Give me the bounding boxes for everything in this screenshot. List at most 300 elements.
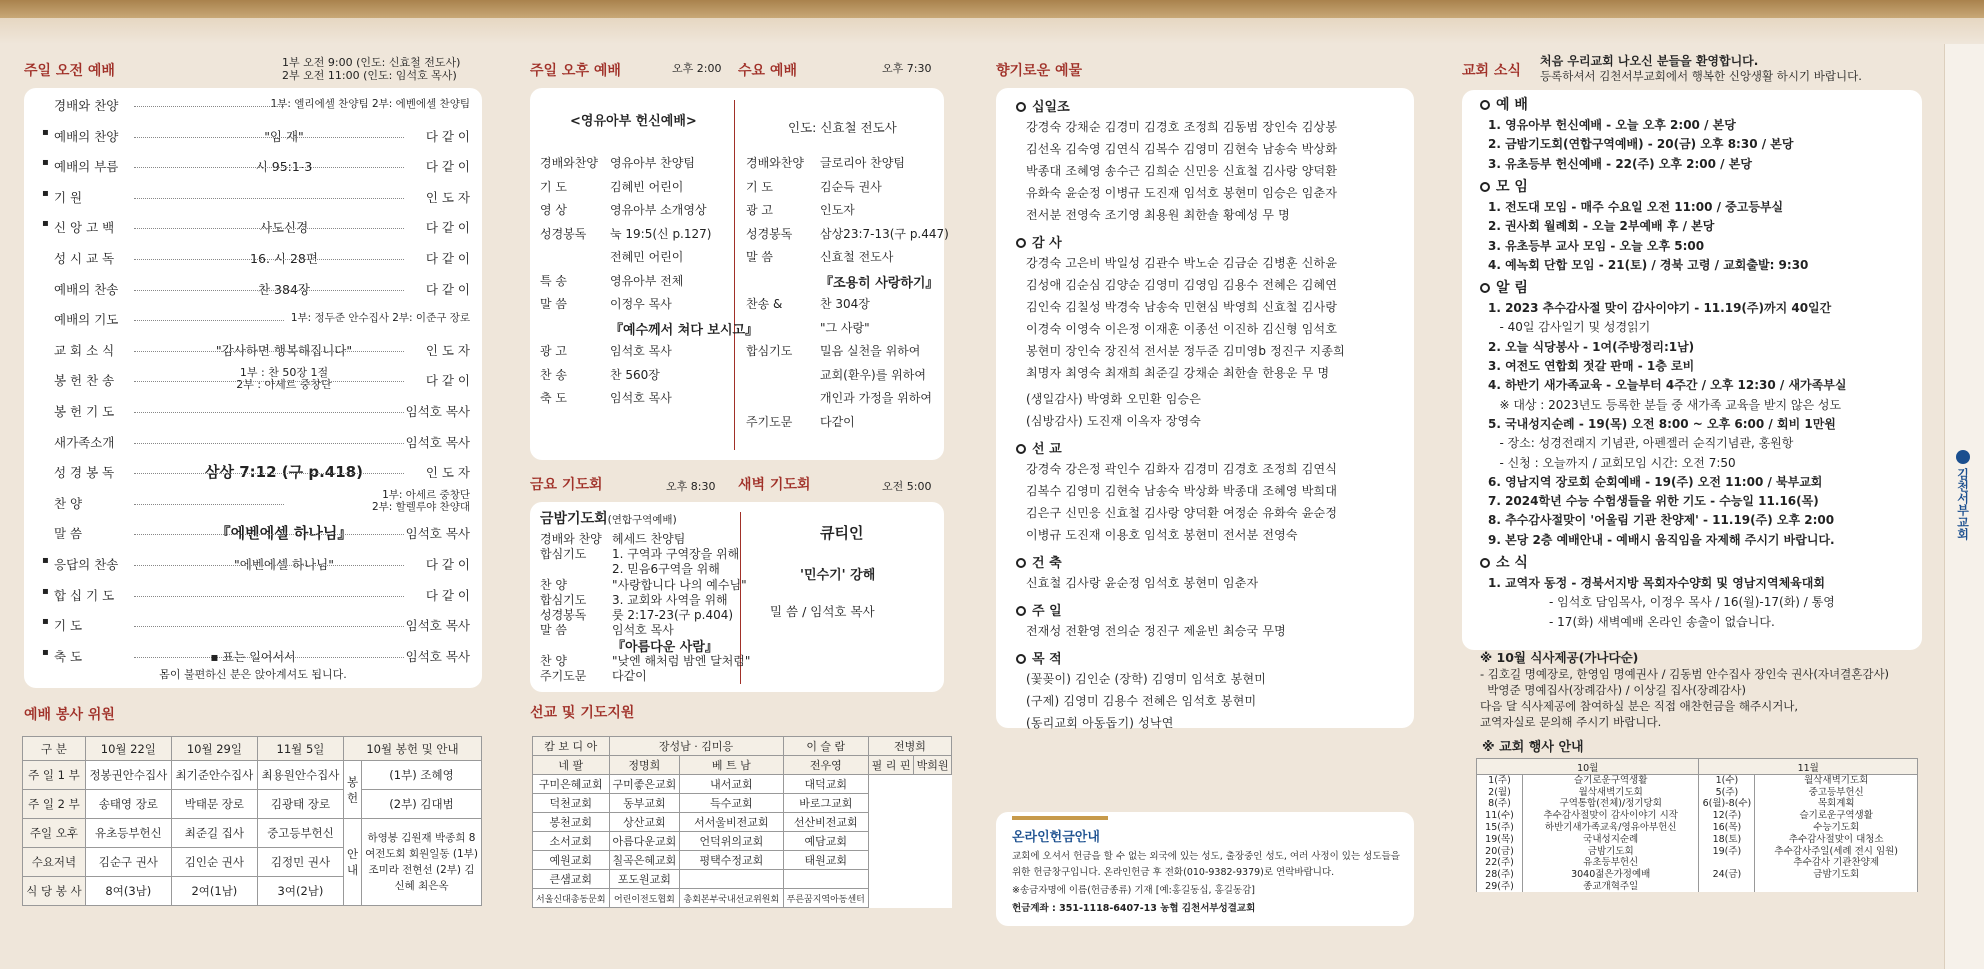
- order-detail: "감사하면 행복해집니다": [215, 342, 353, 358]
- news-item: 6. 영남지역 장로회 순회예배 - 19(주) 오전 11:00 / 북부교회: [1488, 474, 1823, 489]
- offering-names-line: 강경숙 강은정 곽인수 김화자 김경미 김경호 조정희 김연식: [1026, 462, 1338, 476]
- mission-cell: 동부교회: [609, 794, 680, 813]
- line-value: 교회(환우)를 위하여: [820, 367, 926, 382]
- staff-cell: 3여(2남): [257, 877, 343, 906]
- mission-cell: 총회본부국내선교위원회: [680, 889, 783, 908]
- online-accent-bar: [1012, 816, 1108, 820]
- line-label: 성경봉독: [746, 226, 793, 241]
- staff-header-cell: 구 분: [23, 737, 86, 761]
- news-item: 1. 전도대 모임 - 매주 수요일 오전 11:00 / 중고등부실: [1488, 199, 1784, 214]
- order-row: [24, 616, 482, 636]
- order-leader: 1부: 정두준 안수집사 2부: 이준구 장로: [290, 312, 470, 325]
- order-row: [24, 433, 482, 453]
- staff-cell: 송태영 장로: [85, 790, 171, 819]
- order-row: [24, 341, 482, 361]
- dotted-leader: [134, 381, 404, 382]
- staff-cell: 정봉권안수집사: [85, 761, 171, 790]
- order-row: [24, 218, 482, 238]
- order-leader: 1부: 아세르 중창단 2부: 할렐루야 찬양대: [371, 488, 470, 513]
- line-value: 영유아부 전체: [610, 273, 684, 288]
- bonghun-2: (2부) 김대범: [362, 790, 482, 819]
- event-name: 금밤기도회: [1523, 845, 1699, 857]
- order-leader: 다 같 이: [425, 128, 470, 144]
- bullet-circle-icon: [1016, 238, 1026, 248]
- order-label: ▪ 예배의 찬양: [54, 127, 118, 145]
- event-date: 12(주): [1699, 810, 1755, 822]
- order-row: [24, 402, 482, 422]
- line-value: 이정우 목사: [610, 297, 672, 311]
- line-value: 『조용히 사랑하기』: [820, 275, 939, 291]
- event-name: 월삭새벽기도회: [1755, 775, 1918, 787]
- news-title: 교회 소식: [1462, 63, 1521, 79]
- news-item: 5. 국내성지순례 - 19(목) 오전 8:00 ~ 오후 6:00 / 회비 1만원: [1488, 416, 1836, 431]
- line-label: 합심기도: [540, 592, 587, 607]
- order-row: [24, 366, 482, 392]
- news-item: 1. 2023 추수감사절 맞이 감사이야기 - 11.19(주)까지 40일간: [1488, 301, 1832, 316]
- events-title: ※ 교회 행사 안내: [1482, 740, 1584, 755]
- dotted-leader: [134, 504, 284, 505]
- staff-row: [23, 819, 482, 848]
- offering-names-line: (구제) 김영미 김용수 전혜은 임석호 봉현미: [1026, 694, 1257, 708]
- order-leader: 인 도 자: [425, 342, 470, 358]
- staff-cell: 최기준안수집사: [171, 761, 257, 790]
- offering-names-line: 이경숙 이영숙 이은정 이재훈 이종선 이진하 김신형 임석호: [1026, 322, 1338, 336]
- line-label: 광 고: [540, 344, 567, 358]
- online-line2: 위한 헌금창구입니다. 온라인헌금 후 전화(010-9382-9379)로 연락바랍니다.: [1012, 867, 1335, 878]
- order-detail: "에벤에셀 하나님": [234, 557, 334, 572]
- mission-cell: 예담교회: [783, 832, 868, 851]
- wednesday-time: 오후 7:30: [882, 62, 932, 75]
- event-row: [1477, 869, 1918, 881]
- order-leader: 1부: 엘리에셀 찬양팀 2부: 에벤에셀 찬양팀: [270, 98, 470, 110]
- event-date: 29(주): [1477, 881, 1523, 893]
- order-detail: 삼상 7:12 (구 p.418): [205, 463, 363, 482]
- mission-cell: 언덕위의교회: [680, 832, 783, 851]
- line-value: 삼상23:7-13(구 p.447): [820, 226, 949, 241]
- friday-time: 오후 8:30: [666, 480, 716, 493]
- line-value: 밀음 실천을 위하여: [820, 344, 921, 358]
- event-date: 24(금): [1699, 869, 1755, 881]
- panel-divider: [734, 100, 735, 450]
- order-label: 봉 헌 기 도: [54, 404, 115, 419]
- mission-row: [533, 813, 952, 832]
- staff-header-cell: 10월 29일: [171, 737, 257, 761]
- event-name: 추수감사절맞이 대청소: [1755, 833, 1918, 845]
- line-label: 특 송: [540, 273, 567, 288]
- line-label: 성경봉독: [540, 608, 587, 622]
- line-value: 3. 교회와 사역을 위해: [612, 592, 728, 607]
- line-label: 말 씀: [540, 297, 567, 311]
- top-decor-band: [0, 0, 1984, 18]
- order-label: ▪ 예배의 부름: [54, 157, 118, 175]
- dotted-leader: [134, 137, 404, 138]
- news-item: - 신청 : 오늘까지 / 교회모임 시간: 오전 7:50: [1488, 455, 1736, 470]
- mission-cell: 봉천교회: [533, 813, 610, 832]
- dotted-leader: [134, 351, 404, 352]
- line-value: 1. 구역과 구역장을 위해: [612, 547, 740, 562]
- line-value: "그 사랑": [820, 320, 870, 335]
- news-item: 2. 오늘 식당봉사 - 1여(주방정리:1남): [1488, 339, 1695, 354]
- offering-section-title: 목 적: [1016, 648, 1062, 667]
- afternoon-subtitle: <영유아부 헌신예배>: [570, 114, 697, 129]
- morning-panel: [24, 88, 482, 688]
- order-leader: 다 같 이: [425, 159, 470, 175]
- order-row: [24, 524, 482, 544]
- bullet-circle-icon: [1016, 102, 1026, 112]
- mission-row: [533, 870, 952, 889]
- morning-time1: 1부 오전 9:00 (인도: 신효철 전도사): [282, 56, 461, 69]
- bullet-circle-icon: [1016, 558, 1026, 568]
- staff-cell: 수요저녁: [23, 848, 86, 877]
- mission-row: [533, 737, 952, 756]
- mission-cell: 포도원교회: [609, 870, 680, 889]
- month-oct-header: 10월: [1477, 759, 1699, 775]
- event-date: 19(목): [1477, 833, 1523, 845]
- line-label: 광 고: [746, 203, 773, 217]
- staff-header-cell: 10월 22일: [85, 737, 171, 761]
- news-item: 7. 2024학년 수능 수험생들을 위한 기도 - 수능일 11.16(목): [1488, 494, 1819, 509]
- event-row: [1477, 798, 1918, 810]
- staff-cell: 8여(3남): [85, 877, 171, 906]
- mission-cell: 바로그교회: [783, 794, 868, 813]
- news-item: - 17(화) 새벽예배 온라인 송출이 없습니다.: [1488, 614, 1775, 629]
- mission-cell: 칠곡은혜교회: [609, 851, 680, 870]
- event-name: 슬기로운구역생활: [1755, 810, 1918, 822]
- order-label: 봉 헌 찬 송: [54, 373, 115, 389]
- line-value: 2. 믿음6구역을 위해: [612, 562, 720, 577]
- event-date: 6(월)-8(수): [1699, 798, 1755, 810]
- mission-cell: 구미은혜교회: [533, 775, 610, 794]
- meal-line: 교역자실로 문의해 주시기 바랍니다.: [1480, 715, 1662, 729]
- news-item: 4. 예녹회 단합 모임 - 21(토) / 경북 고령 / 교회출발: 9:30: [1488, 257, 1809, 272]
- event-date: 5(주): [1699, 786, 1755, 798]
- line-value: 『예수께서 쳐다 보시고』: [610, 322, 759, 338]
- bonghun-1: (1부) 조혜영: [362, 761, 482, 790]
- order-leader: 인 도 자: [425, 465, 470, 481]
- mission-cell: [680, 870, 783, 889]
- event-row: [1477, 810, 1918, 822]
- staff-cell: 김순구 권사: [85, 848, 171, 877]
- order-row: [24, 586, 482, 606]
- bullet-circle-icon: [1480, 182, 1490, 192]
- friday-heading-sub: (연합구역예배): [607, 514, 677, 526]
- mission-cell: 박희원: [914, 756, 952, 775]
- dotted-leader: [134, 106, 284, 107]
- mission-cell: 대덕교회: [783, 775, 868, 794]
- offering-section-title: 십일조: [1016, 96, 1070, 115]
- dawn-heading: 큐티인: [820, 524, 864, 542]
- mission-cell: 전우영: [783, 756, 868, 775]
- news-item: 8. 추수감사절맞이 '어울림 기관 찬양제' - 11.19(주) 오후 2:00: [1488, 513, 1835, 528]
- mission-cell: 구미좋은교회: [609, 775, 680, 794]
- line-value: 김순득 권사: [820, 179, 882, 194]
- event-date: 2(월): [1477, 786, 1523, 798]
- event-name: 하반기새가족교육/영유아부헌신: [1523, 822, 1699, 834]
- news-panel: [1462, 90, 1922, 650]
- dotted-leader: [134, 443, 404, 444]
- event-date: 19(주): [1699, 845, 1755, 857]
- line-label: 찬 송: [540, 367, 567, 382]
- mission-cell: 예원교회: [533, 851, 610, 870]
- line-value: 영유아부 소개영상: [610, 203, 707, 217]
- event-date: [1699, 857, 1755, 869]
- mission-cell: 소서교회: [533, 832, 610, 851]
- staff-cell: 유초등부헌신: [85, 819, 171, 848]
- offering-names-line: (심방감사) 도진재 이옥자 장영숙: [1026, 414, 1202, 428]
- staff-row: [23, 761, 482, 790]
- event-date: 22(주): [1477, 857, 1523, 869]
- staff-cell: 2여(1남): [171, 877, 257, 906]
- event-date: 28(주): [1477, 869, 1523, 881]
- mission-cell: 이 슬 람: [783, 737, 868, 756]
- offerings-panel: [996, 88, 1414, 728]
- annae-label: 안내: [344, 819, 362, 906]
- order-label: ▪ 기 도: [54, 616, 82, 634]
- events-header-row: [1477, 759, 1918, 775]
- event-name: 종교개혁주일: [1523, 881, 1699, 893]
- order-label: 예배의 기도: [54, 312, 119, 328]
- events-grid: [1476, 758, 1918, 892]
- welcome-line1: 처음 우리교회 나오신 분들을 환영합니다.: [1540, 54, 1759, 68]
- line-value: 『아름다운 사람』: [612, 640, 718, 656]
- line-label: 찬 양: [540, 653, 567, 668]
- mission-row: [533, 832, 952, 851]
- news-item: 4. 하반기 새가족교육 - 오늘부터 4주간 / 오후 12:30 / 새가족부실: [1488, 378, 1847, 393]
- friday-heading: 금밤기도회: [540, 511, 608, 527]
- dotted-leader: [134, 167, 404, 168]
- offering-names-line: 김은구 신민응 신효철 김사랑 양덕환 여정순 유화숙 윤순정: [1026, 506, 1338, 520]
- line-label: 말 씀: [746, 250, 773, 264]
- line-value: "낮엔 해처럼 밤엔 달처럼": [612, 653, 751, 668]
- dawn-speaker: 밀 씀 / 임석호 목사: [770, 604, 875, 619]
- news-group-title: 모 임: [1480, 176, 1528, 196]
- afternoon-time: 오후 2:00: [672, 62, 722, 75]
- offering-names-line: 이병규 도진재 이용호 임석호 봉현미 전서분 전영숙: [1026, 528, 1298, 542]
- mission-cell: 내서교회: [680, 775, 783, 794]
- mission-cell: 베 트 남: [680, 756, 783, 775]
- dotted-leader: [134, 565, 404, 566]
- line-label: 합심기도: [746, 344, 793, 358]
- order-label: 경배와 찬양: [54, 98, 119, 113]
- dotted-leader: [134, 626, 404, 627]
- line-label: 경배와찬양: [746, 156, 804, 170]
- staff-row: [23, 790, 482, 819]
- staff-header-row: [23, 737, 482, 761]
- order-detail: 『에벤에셀 하나님』: [215, 524, 353, 543]
- offering-section-title: 선 교: [1016, 438, 1062, 457]
- order-detail: 시 95:1-3: [255, 159, 313, 175]
- order-row: [24, 188, 482, 208]
- line-value: "사랑합니다 나의 예수님": [612, 577, 747, 592]
- event-name: 중고등부헌신: [1755, 786, 1918, 798]
- event-row: [1477, 845, 1918, 857]
- line-value: 다같이: [612, 668, 647, 683]
- order-row: [24, 488, 482, 514]
- dotted-leader: [134, 534, 404, 535]
- order-label: 성 경 봉 독: [54, 465, 115, 481]
- event-date: 11(수): [1477, 810, 1523, 822]
- line-label: 영 상: [540, 203, 567, 217]
- dawn-title: 새벽 기도회: [738, 477, 811, 493]
- month-nov-header: 11월: [1699, 759, 1918, 775]
- staff-cell: 주일 오후: [23, 819, 86, 848]
- order-row: [24, 463, 482, 483]
- mission-cell: 장성남 · 김미응: [609, 737, 783, 756]
- offering-section-title: 건 축: [1016, 552, 1062, 571]
- mission-cell: 서서울비전교회: [680, 813, 783, 832]
- mission-row: [533, 775, 952, 794]
- mission-cell: 캄 보 디 아: [533, 737, 610, 756]
- order-leader: 인 도 자: [425, 189, 470, 205]
- order-leader: 임석호 목사: [405, 404, 470, 419]
- line-value: 개인과 가정을 위하여: [820, 391, 932, 405]
- offering-names-line: 박종대 조혜영 송수근 김희순 신민응 신효철 김사랑 양덕환: [1026, 164, 1338, 178]
- staff-cell: 주 일 1 부: [23, 761, 86, 790]
- line-value: 인도자: [820, 203, 855, 217]
- offering-names-line: 김성애 김순심 김양순 김영미 김영임 김용수 전혜은 김혜연: [1026, 278, 1338, 292]
- line-label: 주기도문: [746, 414, 793, 429]
- staff-title: 예배 봉사 위원: [24, 707, 115, 723]
- news-group-title: 알 림: [1480, 277, 1528, 297]
- event-date: 15(주): [1477, 822, 1523, 834]
- offering-names-line: 유화숙 윤순정 이병규 도진재 임석호 봉현미 임승은 임춘자: [1026, 186, 1338, 200]
- dotted-leader: [134, 320, 284, 321]
- line-value: 신효철 전도사: [820, 250, 894, 264]
- order-leader: 임석호 목사: [405, 526, 470, 542]
- order-label: ▪ 신 앙 고 백: [54, 218, 114, 236]
- order-label: 찬 양: [54, 495, 83, 511]
- bullet-circle-icon: [1016, 654, 1026, 664]
- bullet-circle-icon: [1016, 606, 1026, 616]
- church-logo: 김천서부교회: [1948, 430, 1978, 560]
- morning-time2: 2부 오전 11:00 (인도: 임석호 목사): [282, 69, 457, 82]
- meal-title: ※ 10월 식사제공(가나다순): [1480, 650, 1639, 665]
- mission-cell: 서울신대총동문회: [533, 889, 610, 908]
- offering-names-line: 강경숙 고은비 박일성 김관수 박노순 김금순 김병훈 신하윤: [1026, 256, 1338, 270]
- online-title: 온라인헌금안내: [1012, 830, 1100, 845]
- mission-cell: 푸른꿈지역아동센터: [783, 889, 868, 908]
- event-row: [1477, 786, 1918, 798]
- order-leader: 임석호 목사: [405, 434, 470, 450]
- news-item: 1. 교역자 동정 - 경북서지방 목회자수양회 및 영남지역체육대회: [1488, 576, 1825, 590]
- dawn-text: '민수기' 강해: [800, 568, 876, 583]
- line-value: 임석호 목사: [610, 391, 672, 405]
- logo-mark-icon: [1956, 450, 1970, 464]
- event-date: 16(목): [1699, 822, 1755, 834]
- order-leader: 다 같 이: [425, 251, 470, 266]
- offering-names-line: 김인숙 김칠성 박경숙 남송숙 민현심 박영희 신효철 김사랑: [1026, 300, 1338, 314]
- bullet-circle-icon: [1016, 444, 1026, 454]
- line-label: 기 도: [746, 179, 773, 194]
- meal-line: - 김호길 명예장로, 한영임 명예권사 / 김동범 안수집사 장인숙 권사(자녀결혼감사): [1480, 667, 1890, 681]
- offering-names-line: 김복수 김영미 김현숙 남송숙 박상화 박종대 조혜영 박희대: [1026, 484, 1338, 498]
- order-label: 말 씀: [54, 526, 83, 542]
- order-detail: "임 재": [264, 128, 304, 144]
- welcome-line2: 등록하셔서 김천서부교회에서 행복한 신앙생활 하시기 바랍니다.: [1540, 69, 1862, 83]
- order-label: ▪ 기 원: [54, 188, 82, 206]
- line-value: 글로리아 찬양팀: [820, 156, 905, 170]
- wednesday-title: 수요 예배: [738, 63, 797, 79]
- news-item: 3. 여전도 연합회 젓갈 판매 - 1층 로비: [1488, 359, 1695, 373]
- afternoon-title: 주일 오후 예배: [530, 63, 621, 79]
- mission-cell: 덕천교회: [533, 794, 610, 813]
- news-item: - 임석호 담임목사, 이정우 목사 / 16(월)-17(화) / 통영: [1488, 595, 1835, 610]
- order-label: ▪ 합 십 기 도: [54, 586, 114, 604]
- online-line4: 헌금계좌 : 351-1118-6407-13 농협 김천서부성결교회: [1012, 903, 1256, 914]
- wednesday-leader: 인도: 신효철 전도사: [788, 120, 897, 135]
- dotted-leader: [134, 228, 404, 229]
- staff-cell: 김광태 장로: [257, 790, 343, 819]
- staff-cell: 김정민 권사: [257, 848, 343, 877]
- staff-cell: 주 일 2 부: [23, 790, 86, 819]
- news-group-title: 소 식: [1480, 552, 1528, 572]
- line-label: 찬송 &: [746, 297, 783, 311]
- order-label: 새가족소개: [54, 434, 115, 450]
- staff-header-cell: 11월 5일: [257, 737, 343, 761]
- offerings-title: 향기로운 예물: [996, 63, 1083, 79]
- order-leader: 다 같 이: [425, 220, 470, 236]
- mission-cell: 선산비전교회: [783, 813, 868, 832]
- dotted-leader: [134, 290, 404, 291]
- event-name: 월삭새벽기도회: [1523, 786, 1699, 798]
- staff-cell: 식 당 봉 사: [23, 877, 86, 906]
- line-value: 영유아부 찬양팀: [610, 156, 695, 170]
- event-name: 금밤기도회: [1755, 869, 1918, 881]
- event-date: 18(토): [1699, 833, 1755, 845]
- mission-row: [533, 756, 952, 775]
- mission-cell: 평택수정교회: [680, 851, 783, 870]
- event-name: 추수감사주일(세례 전시 임원): [1755, 845, 1918, 857]
- mission-cell: 어린이전도협회: [609, 889, 680, 908]
- order-label: 교 회 소 식: [54, 342, 115, 358]
- order-detail: 1부 : 찬 50장 1절 2부 : 아세르 중창단: [236, 366, 332, 392]
- offering-names-line: (생일감사) 박영화 오민환 임승은: [1026, 392, 1202, 406]
- event-name: 추수감사절맞이 감사이야기 시작: [1523, 810, 1699, 822]
- order-leader: 임석호 목사: [405, 648, 470, 664]
- annae-text: 하영봉 김원재 박종희 8여전도회 회원일동 (1부) 조미라 전현선 (2부) 김신혜 최은옥: [362, 819, 482, 906]
- line-label: 성경봉독: [540, 226, 587, 241]
- offering-names-line: 강경숙 강채순 김경미 김경호 조정희 김동범 장인숙 김상봉: [1026, 120, 1338, 134]
- event-date: 1(수): [1699, 775, 1755, 787]
- event-name: 국내성지순례: [1523, 833, 1699, 845]
- offering-names-line: (동리교회 아동돕기) 성낙연: [1026, 716, 1174, 730]
- order-row: [24, 157, 482, 177]
- mission-cell: 전병희: [869, 737, 952, 756]
- line-label: 경배와찬양: [540, 156, 598, 170]
- mission-cell: 큰샘교회: [533, 870, 610, 889]
- offering-names-line: 전재성 전환영 전의순 정진구 제윤빈 최승국 무명: [1026, 624, 1286, 638]
- staff-cell: 최용원안수집사: [257, 761, 343, 790]
- meal-line: 다음 달 식사제공에 참여하실 분은 직접 애찬헌금을 해주시거나,: [1480, 699, 1799, 713]
- event-name: 구역통합(전체)/정기당회: [1523, 798, 1699, 810]
- dotted-leader: [134, 198, 404, 199]
- event-empty: [1699, 881, 1755, 893]
- line-value: 찬 304장: [820, 297, 870, 311]
- dotted-leader: [134, 473, 404, 474]
- news-item: 3. 유초등부 헌신예배 - 22(주) 오후 2:00 / 본당: [1488, 156, 1752, 171]
- order-row: [24, 96, 482, 116]
- offering-names-line: (꽃꽂이) 김인순 (장학) 김영미 임석호 봉현미: [1026, 672, 1267, 686]
- mission-cell: 태원교회: [783, 851, 868, 870]
- dotted-leader: [134, 596, 404, 597]
- staff-cell: 김인순 권사: [171, 848, 257, 877]
- line-label: 축 도: [540, 391, 567, 405]
- order-row: [24, 555, 482, 575]
- line-value: 눅 19:5(신 p.127): [610, 226, 712, 241]
- offering-names-line: 전서분 전영숙 조기영 최용원 최한솔 황예성 무 명: [1026, 208, 1290, 222]
- standing-note: ▪ 표는 일어서서: [210, 650, 296, 664]
- order-row: [24, 249, 482, 269]
